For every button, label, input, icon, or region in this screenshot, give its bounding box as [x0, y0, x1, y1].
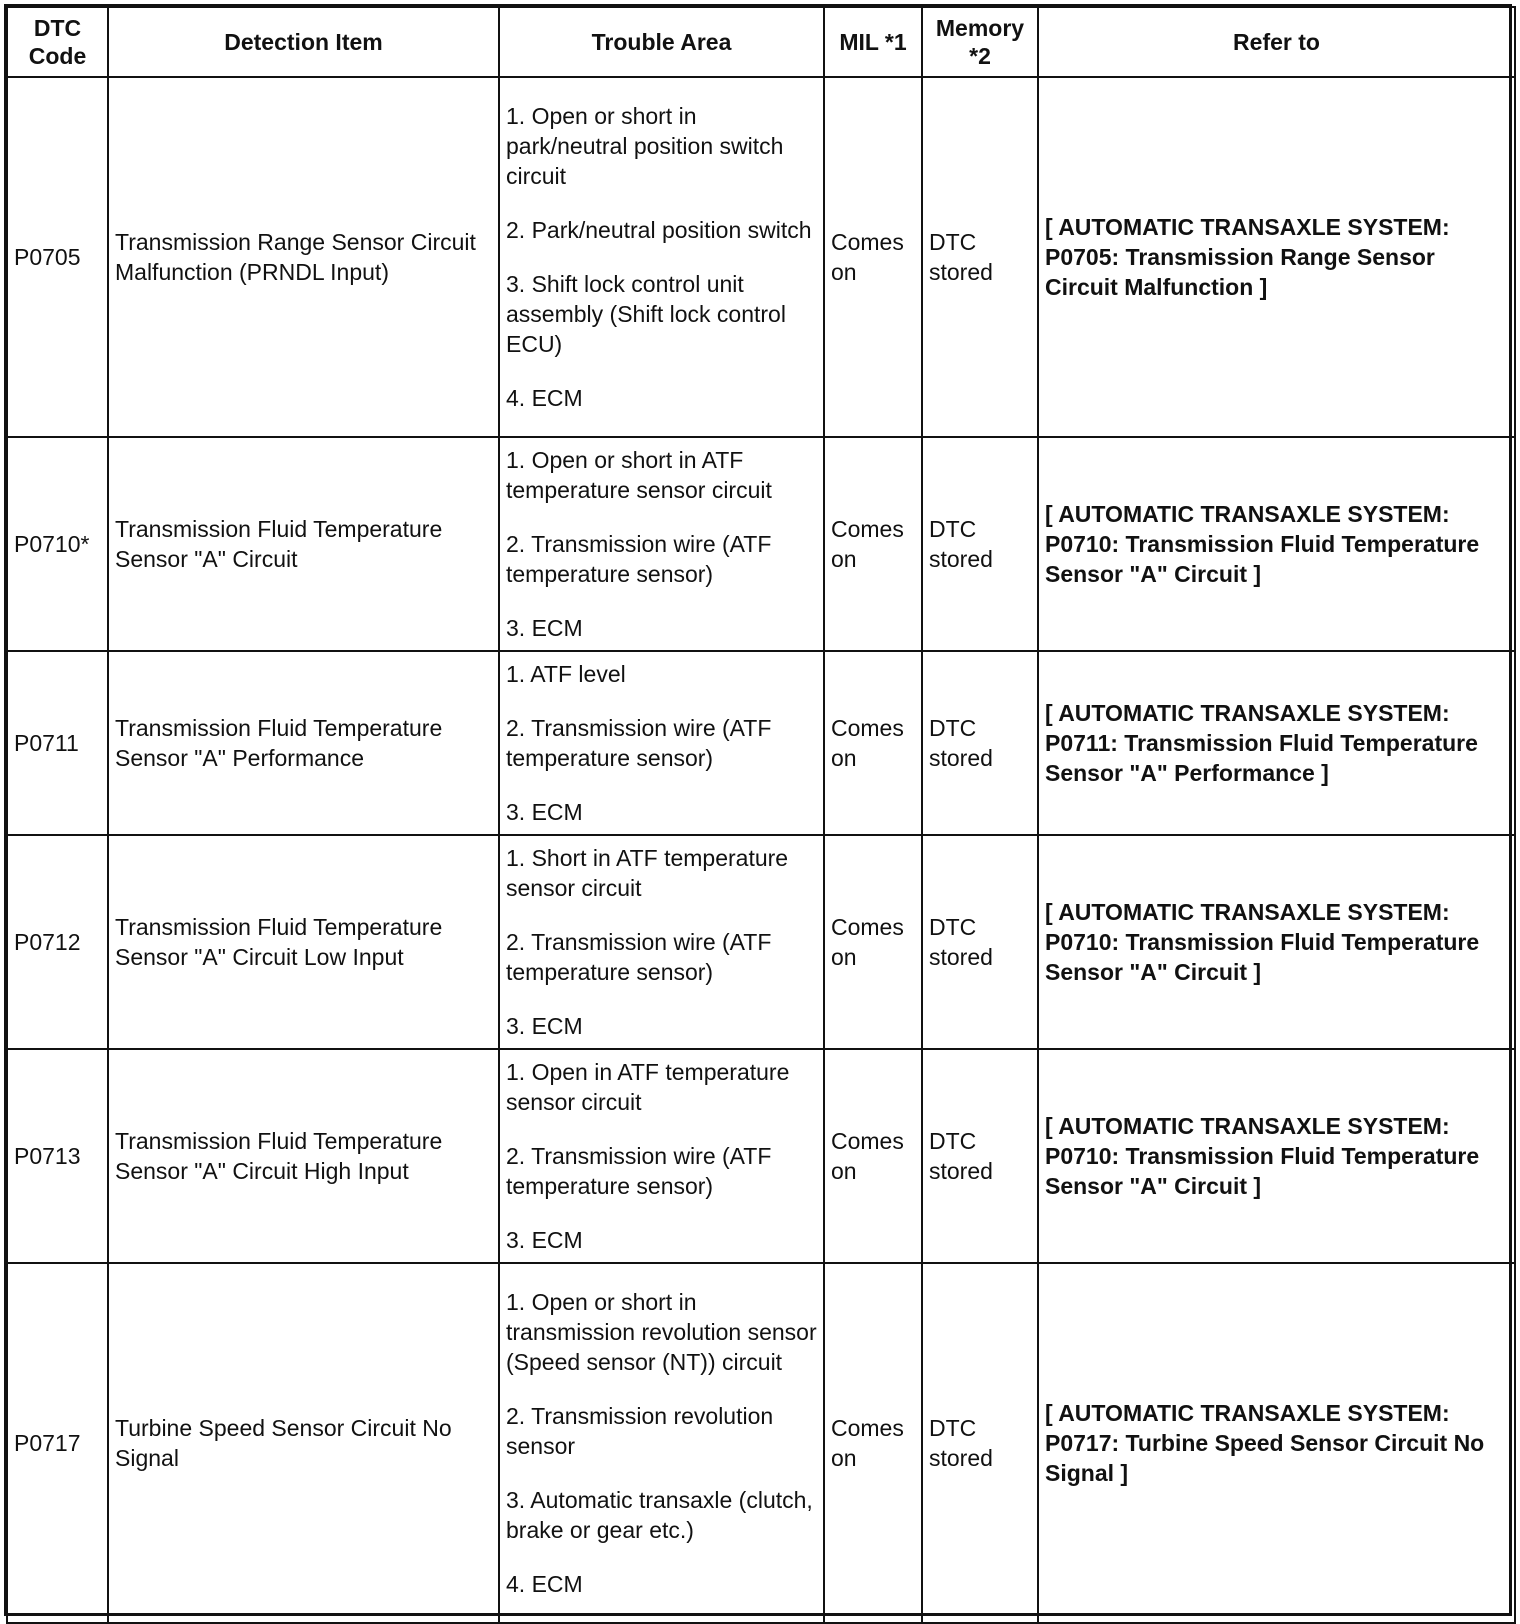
dtc-code-cell: P0711: [7, 651, 108, 835]
header-row: [7, 7, 1515, 77]
dtc-code-cell: P0717: [7, 1263, 108, 1623]
dtc-code-cell: P0713: [7, 1049, 108, 1263]
header-mil: MIL *1: [824, 7, 922, 77]
detection-item-cell: Transmission Fluid Temperature Sensor "A" Circuit: [108, 437, 499, 651]
trouble-area-item: 3. ECM: [506, 1013, 583, 1039]
trouble-area-item: 2. Transmission wire (ATF temperature sensor): [506, 715, 772, 771]
mil-cell: Comes on: [824, 437, 922, 651]
memory-cell: DTC stored: [922, 77, 1038, 437]
dtc-code-cell: P0710*: [7, 437, 108, 651]
detection-item-cell: Transmission Fluid Temperature Sensor "A" Circuit Low Input: [108, 835, 499, 1049]
trouble-area-item: 2. Transmission wire (ATF temperature sensor): [506, 531, 772, 587]
refer-to-link[interactable]: [ AUTOMATIC TRANSAXLE SYSTEM: P0710: Transmission Fluid Temperature Sensor "A" Circuit ]: [1038, 437, 1515, 651]
trouble-area-cell: [499, 835, 824, 1049]
refer-to-link[interactable]: [ AUTOMATIC TRANSAXLE SYSTEM: P0711: Transmission Fluid Temperature Sensor "A" Performance ]: [1038, 651, 1515, 835]
refer-to-link[interactable]: [ AUTOMATIC TRANSAXLE SYSTEM: P0705: Transmission Range Sensor Circuit Malfunction ]: [1038, 77, 1515, 437]
trouble-area-item: 3. ECM: [506, 1227, 583, 1253]
trouble-area-cell: [499, 77, 824, 437]
trouble-area-item: 3. Automatic transaxle (clutch, brake or gear etc.): [506, 1487, 813, 1543]
trouble-area-item: 1. Open or short in transmission revolution sensor (Speed sensor (NT)) circuit: [506, 1289, 817, 1375]
table-row: [7, 835, 1515, 1049]
header-trouble-area: Trouble Area: [499, 7, 824, 77]
detection-item-cell: Transmission Fluid Temperature Sensor "A" Performance: [108, 651, 499, 835]
trouble-area-item: 2. Park/neutral position switch: [506, 217, 812, 243]
trouble-area-item: 3. ECM: [506, 799, 583, 825]
refer-to-link[interactable]: [ AUTOMATIC TRANSAXLE SYSTEM: P0717: Turbine Speed Sensor Circuit No Signal ]: [1038, 1263, 1515, 1623]
trouble-area-item: 1. Open in ATF temperature sensor circuit: [506, 1059, 790, 1115]
trouble-area-item: 2. Transmission wire (ATF temperature sensor): [506, 1143, 772, 1199]
memory-cell: DTC stored: [922, 1263, 1038, 1623]
refer-to-link[interactable]: [ AUTOMATIC TRANSAXLE SYSTEM: P0710: Transmission Fluid Temperature Sensor "A" Circuit ]: [1038, 835, 1515, 1049]
trouble-area-cell: [499, 1263, 824, 1623]
trouble-area-item: 3. ECM: [506, 615, 583, 641]
mil-cell: Comes on: [824, 835, 922, 1049]
header-detection-item: Detection Item: [108, 7, 499, 77]
memory-cell: DTC stored: [922, 437, 1038, 651]
refer-to-link[interactable]: [ AUTOMATIC TRANSAXLE SYSTEM: P0710: Transmission Fluid Temperature Sensor "A" Circuit ]: [1038, 1049, 1515, 1263]
trouble-area-cell: [499, 1049, 824, 1263]
memory-cell: DTC stored: [922, 1049, 1038, 1263]
table-row: [7, 437, 1515, 651]
dtc-code-cell: P0705: [7, 77, 108, 437]
trouble-area-item: 3. Shift lock control unit assembly (Shift lock control ECU): [506, 271, 786, 357]
mil-cell: Comes on: [824, 651, 922, 835]
mil-cell: Comes on: [824, 1049, 922, 1263]
trouble-area-item: 4. ECM: [506, 385, 583, 411]
trouble-area-item: 1. Open or short in ATF temperature sensor circuit: [506, 447, 772, 503]
trouble-area-item: 4. ECM: [506, 1571, 583, 1597]
memory-cell: DTC stored: [922, 651, 1038, 835]
memory-cell: DTC stored: [922, 835, 1038, 1049]
trouble-area-item: 1. ATF level: [506, 661, 626, 687]
table-row: [7, 77, 1515, 437]
dtc-code-cell: P0712: [7, 835, 108, 1049]
table-row: [7, 1263, 1515, 1623]
detection-item-cell: Transmission Range Sensor Circuit Malfunction (PRNDL Input): [108, 77, 499, 437]
header-dtc-code: DTC Code: [7, 7, 108, 77]
trouble-area-item: 1. Open or short in park/neutral position switch circuit: [506, 103, 784, 189]
dtc-table: [6, 6, 1516, 1624]
trouble-area-item: 2. Transmission revolution sensor: [506, 1403, 774, 1459]
trouble-area-item: 2. Transmission wire (ATF temperature sensor): [506, 929, 772, 985]
header-refer-to: Refer to: [1038, 7, 1515, 77]
trouble-area-item: 1. Short in ATF temperature sensor circuit: [506, 845, 789, 901]
detection-item-cell: Transmission Fluid Temperature Sensor "A" Circuit High Input: [108, 1049, 499, 1263]
trouble-area-cell: [499, 437, 824, 651]
mil-cell: Comes on: [824, 1263, 922, 1623]
trouble-area-cell: [499, 651, 824, 835]
table-row: [7, 651, 1515, 835]
mil-cell: Comes on: [824, 77, 922, 437]
table-row: [7, 1049, 1515, 1263]
header-memory: Memory *2: [922, 7, 1038, 77]
detection-item-cell: Turbine Speed Sensor Circuit No Signal: [108, 1263, 499, 1623]
